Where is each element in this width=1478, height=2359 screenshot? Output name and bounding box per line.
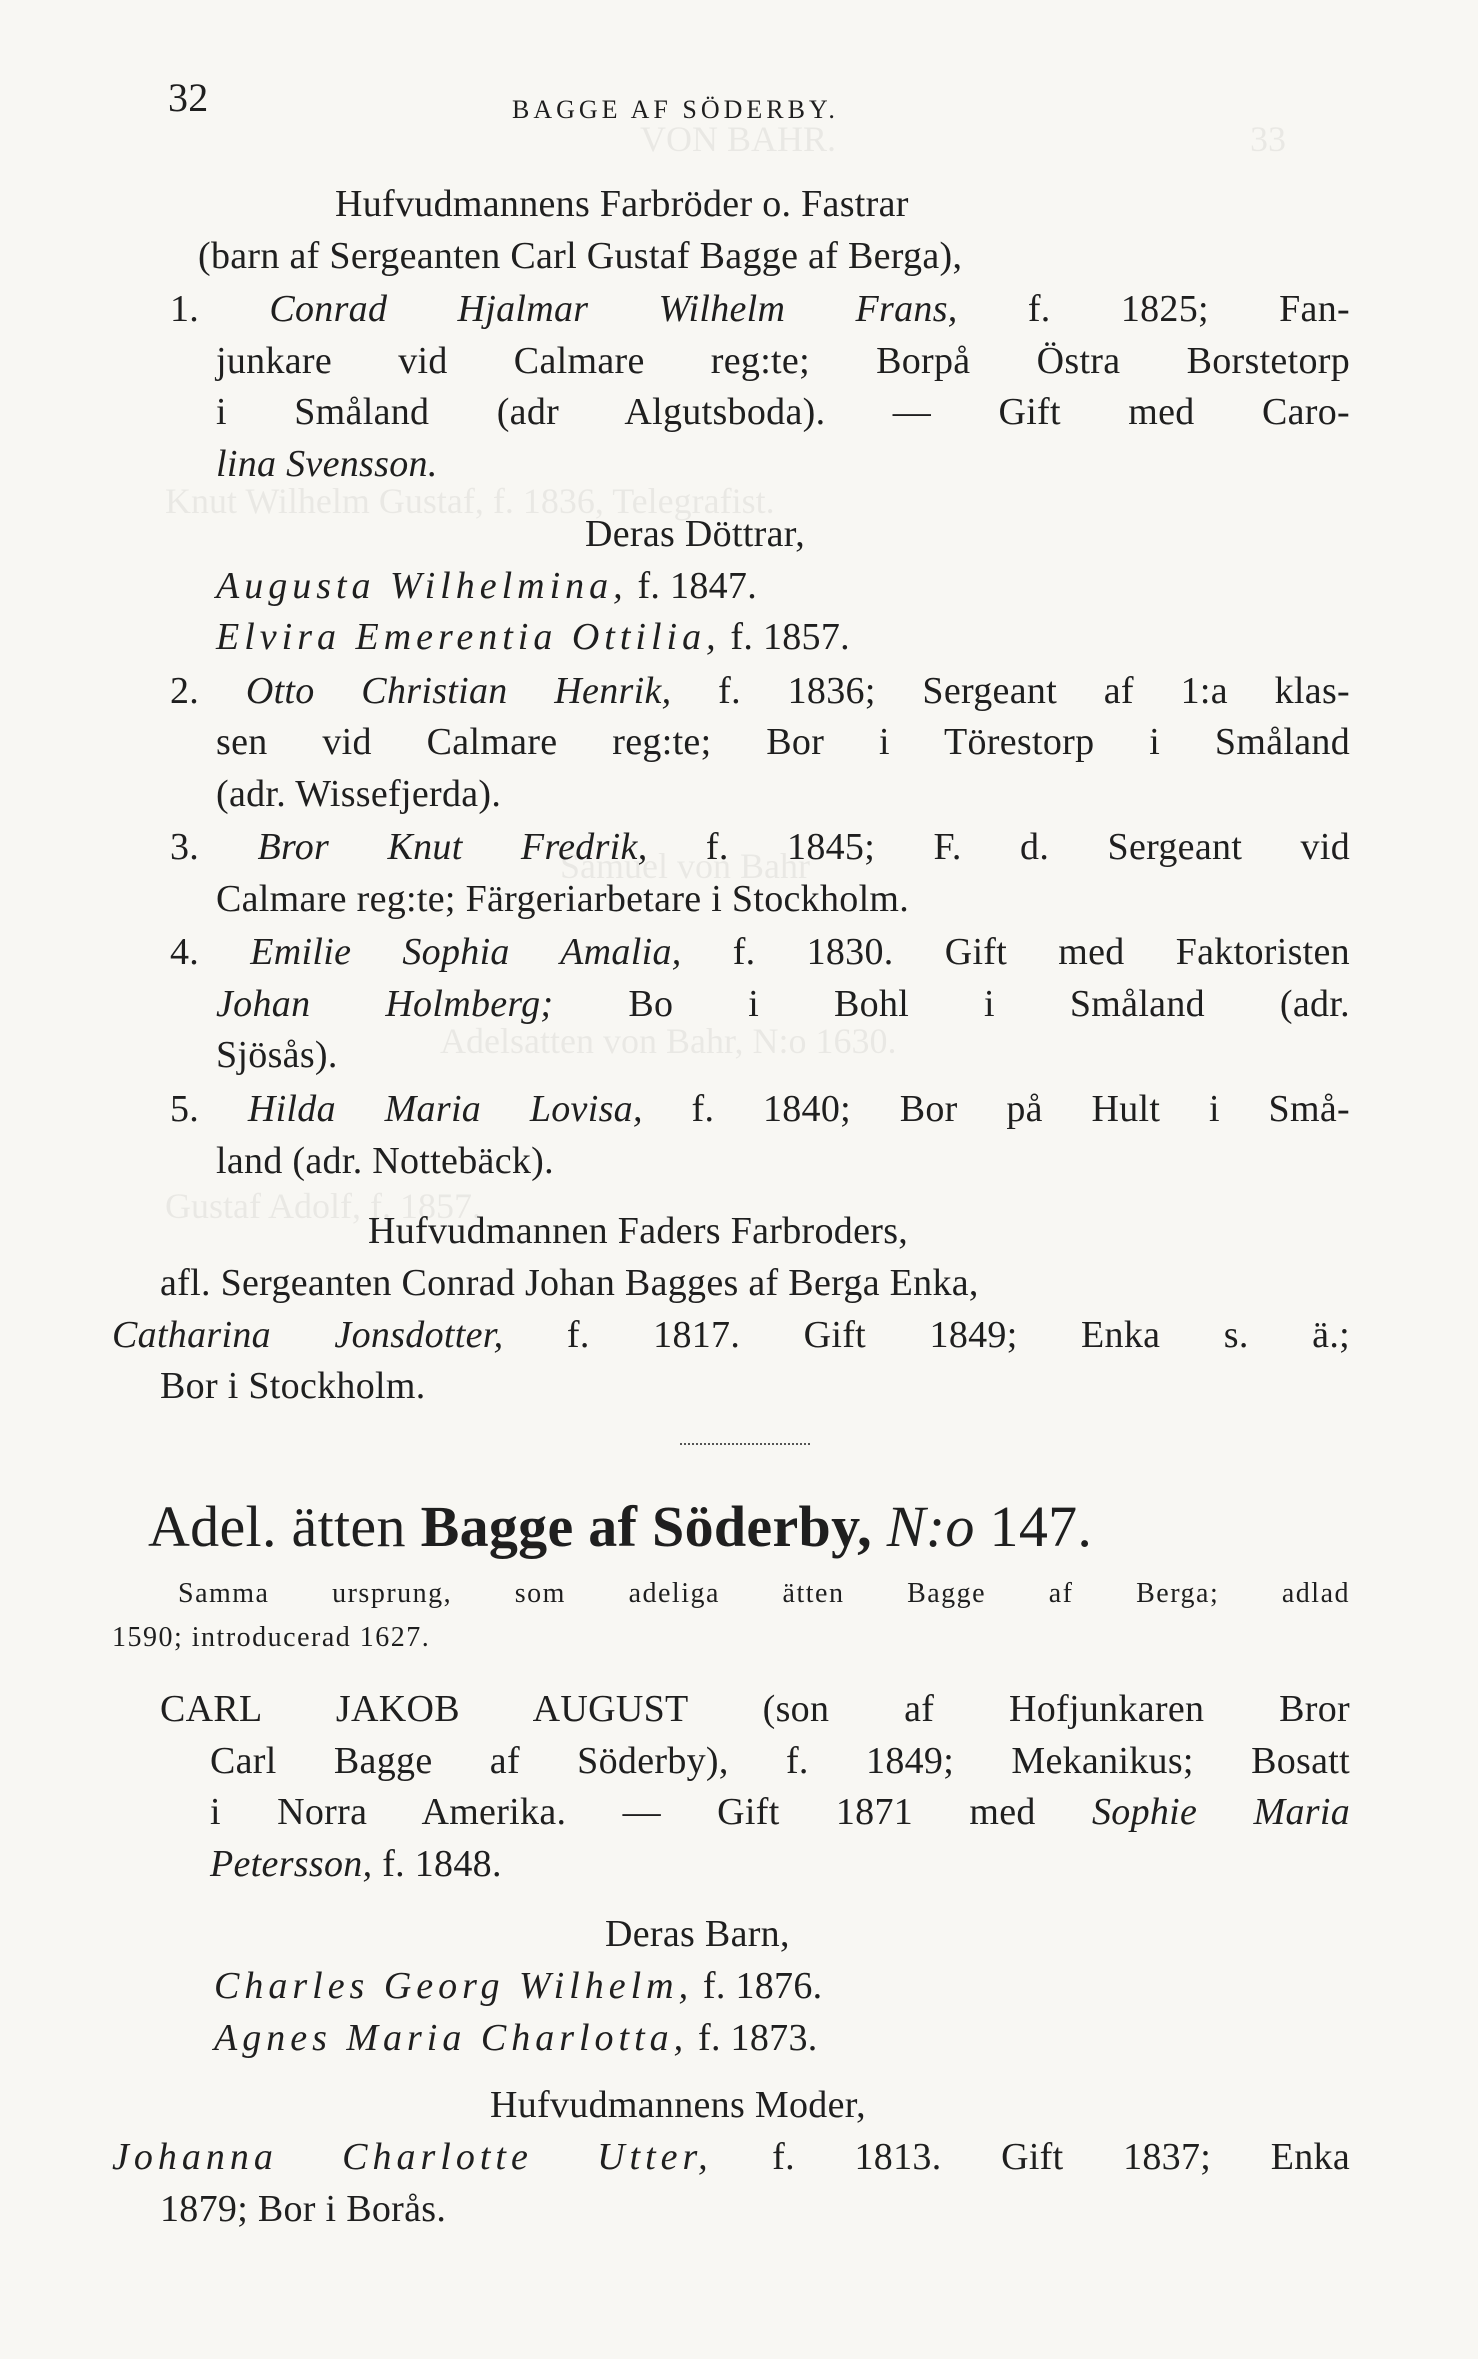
bleedthrough-text: Knut Wilhelm Gustaf, f. 1836, Telegrafist. [165,481,775,521]
entry-line [170,290,1350,328]
person-name: Charles Georg Wilhelm, [214,1965,694,2007]
running-title: BAGGE AF SÖDERBY. [512,95,839,124]
person-name: Conrad Hjalmar Wilhelm Frans, [269,288,958,330]
person-name: Emilie Sophia Amalia, [250,931,682,973]
person-name: Johanna Charlotte Utter, [112,2136,713,2178]
entry-text: f. 1813. Gift 1837; Enka [772,2136,1350,2178]
entry-text: f. 1873. [698,2017,818,2059]
person-name: Agnes Maria Charlotta, [214,2017,689,2059]
entry-line: Sjösås). [216,1034,338,1076]
person-name: Petersson, [210,1843,373,1885]
entry-line: i Småland (adr Algutsboda). — Gift med Caro- [216,391,1350,433]
bleedthrough-text: Gustaf Adolf, f. 1857. [165,1186,481,1226]
entry-line [214,1967,822,2005]
entry-number: 2. [170,670,200,712]
section-divider [680,1443,810,1445]
title-number: 147. [989,1494,1093,1559]
person-name: Catharina Jonsdotter, [112,1314,504,1356]
title-number-label: N:o [886,1494,975,1559]
entry-text: f. 1847. [637,565,758,607]
person-name: Bror Knut Fredrik, [257,826,648,868]
bleedthrough-text: Adelsatten von Bahr, N:o 1630. [440,1021,897,1061]
person-name: Sophie Maria [1091,1791,1350,1833]
person-name: Augusta Wilhelmina, [216,565,628,607]
subheading: Deras Barn, [605,1913,790,1955]
entry-line [170,672,1350,710]
entry-line [210,1845,502,1883]
entry-line: CARL JAKOB AUGUST (son af Hofjunkaren Bror [160,1688,1350,1730]
entry-line: Calmare reg:te; Färgeriarbetare i Stockholm. [216,878,910,920]
entry-number: 1. [170,288,200,330]
entry-line [170,1090,1350,1128]
entry-text: f. 1830. Gift med Faktoristen [732,931,1350,973]
bleedthrough-text: 33 [1250,119,1286,159]
person-name: Elvira Emerentia Ottilia, [216,616,721,658]
person-name: Otto Christian Henrik, [245,670,672,712]
entry-text: f. 1876. [702,1965,823,2007]
section-heading: (barn af Sergeanten Carl Gustaf Bagge af Berga), [198,235,963,277]
entry-line: sen vid Calmare reg:te; Bor i Törestorp i Småland [216,721,1350,763]
person-name: Johan Holmberg; [216,983,554,1025]
entry-line [214,2019,818,2057]
entry-text: f. 1817. Gift 1849; Enka s. ä.; [566,1314,1350,1356]
bleedthrough-text: VON BAHR. [640,119,837,159]
entry-line [170,828,1350,866]
page-number: 32 [168,75,209,120]
title-family-name: Bagge af Söderby, [420,1494,872,1559]
entry-text: i Norra Amerika. — Gift 1871 med [210,1791,1036,1833]
entry-text: f. 1840; Bor på Hult i Små- [691,1088,1350,1130]
entry-line: afl. Sergeanten Conrad Johan Bagges af Berga Enka, [160,1262,979,1304]
entry-line: junkare vid Calmare reg:te; Borpå Östra Borstetorp [216,340,1350,382]
entry-number: 3. [170,826,200,868]
entry-line [216,618,850,656]
entry-text: f. 1825; Fan- [1027,288,1350,330]
subheading: Deras Döttrar, [585,513,806,555]
family-title [148,1494,1093,1559]
entry-line: 1879; Bor i Borås. [160,2188,447,2230]
person-name: Hilda Maria Lovisa, [247,1088,643,1130]
entry-text: f. 1836; Sergeant af 1:a klas- [718,670,1350,712]
entry-line [216,985,1350,1023]
section-heading: Hufvudmannens Moder, [490,2084,866,2126]
person-name: lina Svensson. [216,443,438,485]
entry-line [216,567,757,605]
title-subtitle: Samma ursprung, som adeliga ätten Bagge af Berga; adlad [178,1578,1350,1609]
entry-text: f. 1845; F. d. Sergeant vid [705,826,1351,868]
entry-line [112,1316,1350,1354]
section-heading: Hufvudmannens Farbröder o. Fastrar [335,183,909,225]
section-heading: Hufvudmannen Faders Farbroders, [368,1210,909,1252]
entry-line: land (adr. Nottebäck). [216,1140,554,1182]
entry-line [112,2138,1350,2176]
bleedthrough-text: Samuel von Bahr [560,846,810,886]
entry-line: Carl Bagge af Söderby), f. 1849; Mekanikus; Bosatt [210,1740,1350,1782]
entry-number: 5. [170,1088,200,1130]
entry-line: (adr. Wissefjerda). [216,773,502,815]
entry-text: Bo i Bohl i Småland (adr. [628,983,1350,1025]
title-subtitle: 1590; introducerad 1627. [112,1622,431,1653]
title-text: Adel. ätten [148,1494,406,1559]
entry-line [210,1793,1350,1831]
entry-text: f. 1857. [730,616,850,658]
entry-number: 4. [170,931,200,973]
entry-line [170,933,1350,971]
entry-text: f. 1848. [382,1843,502,1885]
entry-line: Bor i Stockholm. [160,1365,426,1407]
